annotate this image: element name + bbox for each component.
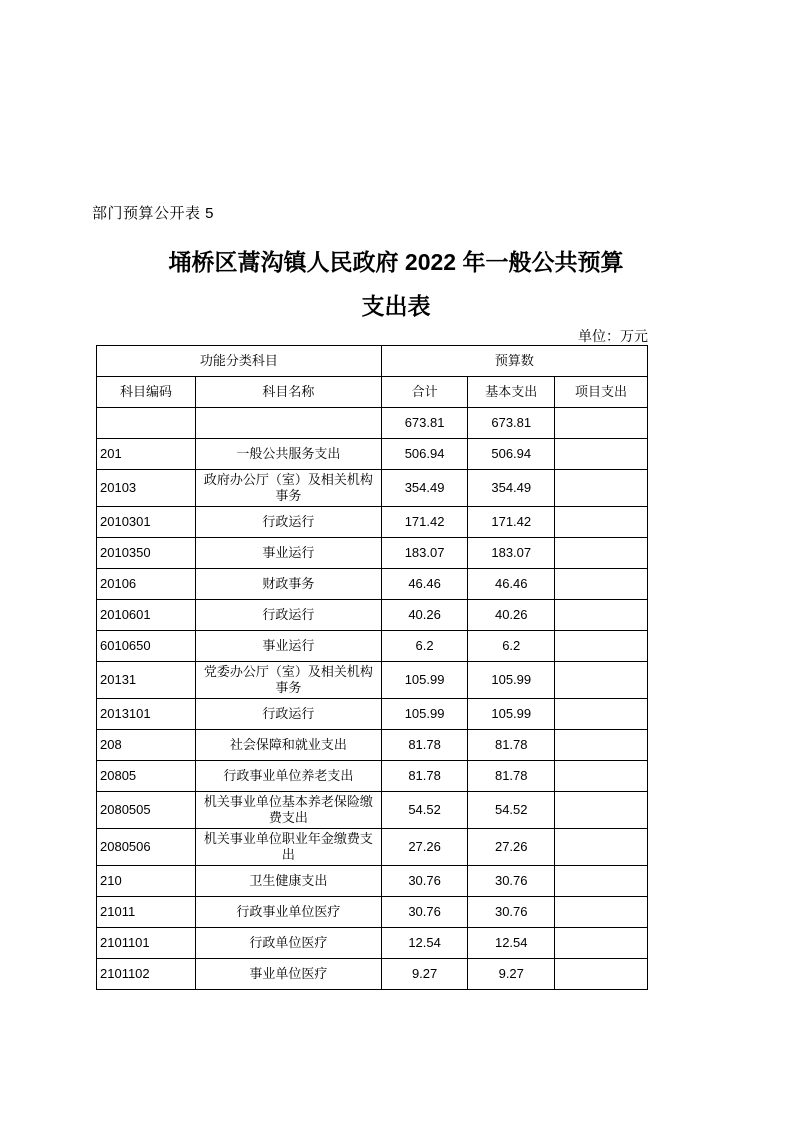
cell-subject-name: 行政运行 xyxy=(196,699,382,730)
cell-total: 105.99 xyxy=(381,699,468,730)
group-header-subject: 功能分类科目 xyxy=(97,346,382,377)
cell-subject-name: 事业单位医疗 xyxy=(196,959,382,990)
cell-basic-expenditure: 183.07 xyxy=(468,538,555,569)
cell-subject-code: 20805 xyxy=(97,761,196,792)
cell-project-expenditure xyxy=(555,538,648,569)
cell-project-expenditure xyxy=(555,600,648,631)
cell-total: 12.54 xyxy=(381,928,468,959)
cell-basic-expenditure: 27.26 xyxy=(468,829,555,866)
table-column-header-row xyxy=(97,377,648,408)
cell-project-expenditure xyxy=(555,897,648,928)
cell-basic-expenditure: 9.27 xyxy=(468,959,555,990)
cell-subject-code: 2010601 xyxy=(97,600,196,631)
cell-total: 54.52 xyxy=(381,792,468,829)
cell-subject-code: 6010650 xyxy=(97,631,196,662)
unit-label: 单位：万元 xyxy=(578,328,648,344)
cell-basic-expenditure: 46.46 xyxy=(468,569,555,600)
table-row xyxy=(97,699,648,730)
table-row xyxy=(97,569,648,600)
cell-project-expenditure xyxy=(555,730,648,761)
cell-basic-expenditure: 506.94 xyxy=(468,439,555,470)
cell-subject-name: 财政事务 xyxy=(196,569,382,600)
cell-total: 673.81 xyxy=(381,408,468,439)
cell-subject-name: 事业运行 xyxy=(196,631,382,662)
cell-total: 354.49 xyxy=(381,470,468,507)
table-row xyxy=(97,866,648,897)
table-header xyxy=(97,346,648,408)
cell-subject-code: 20131 xyxy=(97,662,196,699)
cell-subject-name xyxy=(196,408,382,439)
table-row xyxy=(97,761,648,792)
cell-subject-name: 一般公共服务支出 xyxy=(196,439,382,470)
cell-total: 105.99 xyxy=(381,662,468,699)
page-title-line-1: 埇桥区蒿沟镇人民政府 2022 年一般公共预算 xyxy=(168,249,624,275)
cell-subject-code: 20103 xyxy=(97,470,196,507)
cell-subject-code: 210 xyxy=(97,866,196,897)
cell-subject-name: 机关事业单位职业年金缴费支出 xyxy=(196,829,382,866)
cell-subject-name: 社会保障和就业支出 xyxy=(196,730,382,761)
table-row xyxy=(97,662,648,699)
cell-basic-expenditure: 354.49 xyxy=(468,470,555,507)
cell-project-expenditure xyxy=(555,470,648,507)
cell-subject-code: 208 xyxy=(97,730,196,761)
cell-project-expenditure xyxy=(555,866,648,897)
table-row xyxy=(97,792,648,829)
cell-project-expenditure xyxy=(555,829,648,866)
table-row xyxy=(97,408,648,439)
page-title xyxy=(92,240,700,328)
cell-total: 46.46 xyxy=(381,569,468,600)
cell-total: 506.94 xyxy=(381,439,468,470)
cell-basic-expenditure: 673.81 xyxy=(468,408,555,439)
cell-basic-expenditure: 105.99 xyxy=(468,662,555,699)
cell-project-expenditure xyxy=(555,631,648,662)
cell-total: 81.78 xyxy=(381,730,468,761)
cell-total: 9.27 xyxy=(381,959,468,990)
page-title-line-2: 支出表 xyxy=(361,293,431,319)
cell-subject-code xyxy=(97,408,196,439)
table-row xyxy=(97,730,648,761)
cell-project-expenditure xyxy=(555,569,648,600)
cell-project-expenditure xyxy=(555,439,648,470)
cell-project-expenditure xyxy=(555,928,648,959)
group-header-budget: 预算数 xyxy=(381,346,647,377)
cell-basic-expenditure: 40.26 xyxy=(468,600,555,631)
cell-total: 30.76 xyxy=(381,897,468,928)
column-header-project: 项目支出 xyxy=(555,377,648,408)
table-row xyxy=(97,959,648,990)
cell-subject-code: 2080505 xyxy=(97,792,196,829)
cell-total: 6.2 xyxy=(381,631,468,662)
cell-project-expenditure xyxy=(555,662,648,699)
cell-total: 183.07 xyxy=(381,538,468,569)
cell-basic-expenditure: 171.42 xyxy=(468,507,555,538)
cell-subject-code: 2010301 xyxy=(97,507,196,538)
table-body xyxy=(97,408,648,990)
table-row xyxy=(97,600,648,631)
form-number-label: 部门预算公开表 5 xyxy=(92,205,215,222)
cell-project-expenditure xyxy=(555,761,648,792)
cell-basic-expenditure: 81.78 xyxy=(468,730,555,761)
cell-subject-name: 行政单位医疗 xyxy=(196,928,382,959)
cell-subject-name: 行政事业单位医疗 xyxy=(196,897,382,928)
column-header-basic: 基本支出 xyxy=(468,377,555,408)
table-row xyxy=(97,439,648,470)
table-row xyxy=(97,829,648,866)
cell-project-expenditure xyxy=(555,507,648,538)
cell-subject-code: 21011 xyxy=(97,897,196,928)
column-header-total: 合计 xyxy=(381,377,468,408)
table-group-header-row xyxy=(97,346,648,377)
cell-total: 27.26 xyxy=(381,829,468,866)
cell-subject-name: 行政运行 xyxy=(196,507,382,538)
cell-total: 40.26 xyxy=(381,600,468,631)
cell-subject-code: 20106 xyxy=(97,569,196,600)
cell-subject-name: 行政运行 xyxy=(196,600,382,631)
cell-basic-expenditure: 12.54 xyxy=(468,928,555,959)
cell-basic-expenditure: 54.52 xyxy=(468,792,555,829)
cell-subject-code: 2010350 xyxy=(97,538,196,569)
cell-basic-expenditure: 30.76 xyxy=(468,897,555,928)
table-row xyxy=(97,897,648,928)
column-header-code: 科目编码 xyxy=(97,377,196,408)
cell-subject-code: 2013101 xyxy=(97,699,196,730)
cell-basic-expenditure: 105.99 xyxy=(468,699,555,730)
cell-basic-expenditure: 6.2 xyxy=(468,631,555,662)
column-header-name: 科目名称 xyxy=(196,377,382,408)
table-row xyxy=(97,538,648,569)
cell-subject-name: 行政事业单位养老支出 xyxy=(196,761,382,792)
cell-subject-code: 201 xyxy=(97,439,196,470)
cell-project-expenditure xyxy=(555,699,648,730)
table-row xyxy=(97,507,648,538)
table-row xyxy=(97,928,648,959)
cell-subject-name: 政府办公厅（室）及相关机构事务 xyxy=(196,470,382,507)
cell-total: 81.78 xyxy=(381,761,468,792)
budget-expenditure-table xyxy=(96,345,648,990)
cell-project-expenditure xyxy=(555,408,648,439)
cell-subject-code: 2101102 xyxy=(97,959,196,990)
cell-total: 30.76 xyxy=(381,866,468,897)
cell-subject-name: 卫生健康支出 xyxy=(196,866,382,897)
cell-project-expenditure xyxy=(555,792,648,829)
table-row xyxy=(97,631,648,662)
cell-basic-expenditure: 30.76 xyxy=(468,866,555,897)
cell-subject-name: 机关事业单位基本养老保险缴费支出 xyxy=(196,792,382,829)
table-row xyxy=(97,470,648,507)
cell-subject-code: 2080506 xyxy=(97,829,196,866)
cell-total: 171.42 xyxy=(381,507,468,538)
cell-project-expenditure xyxy=(555,959,648,990)
cell-basic-expenditure: 81.78 xyxy=(468,761,555,792)
cell-subject-name: 党委办公厅（室）及相关机构事务 xyxy=(196,662,382,699)
cell-subject-code: 2101101 xyxy=(97,928,196,959)
cell-subject-name: 事业运行 xyxy=(196,538,382,569)
